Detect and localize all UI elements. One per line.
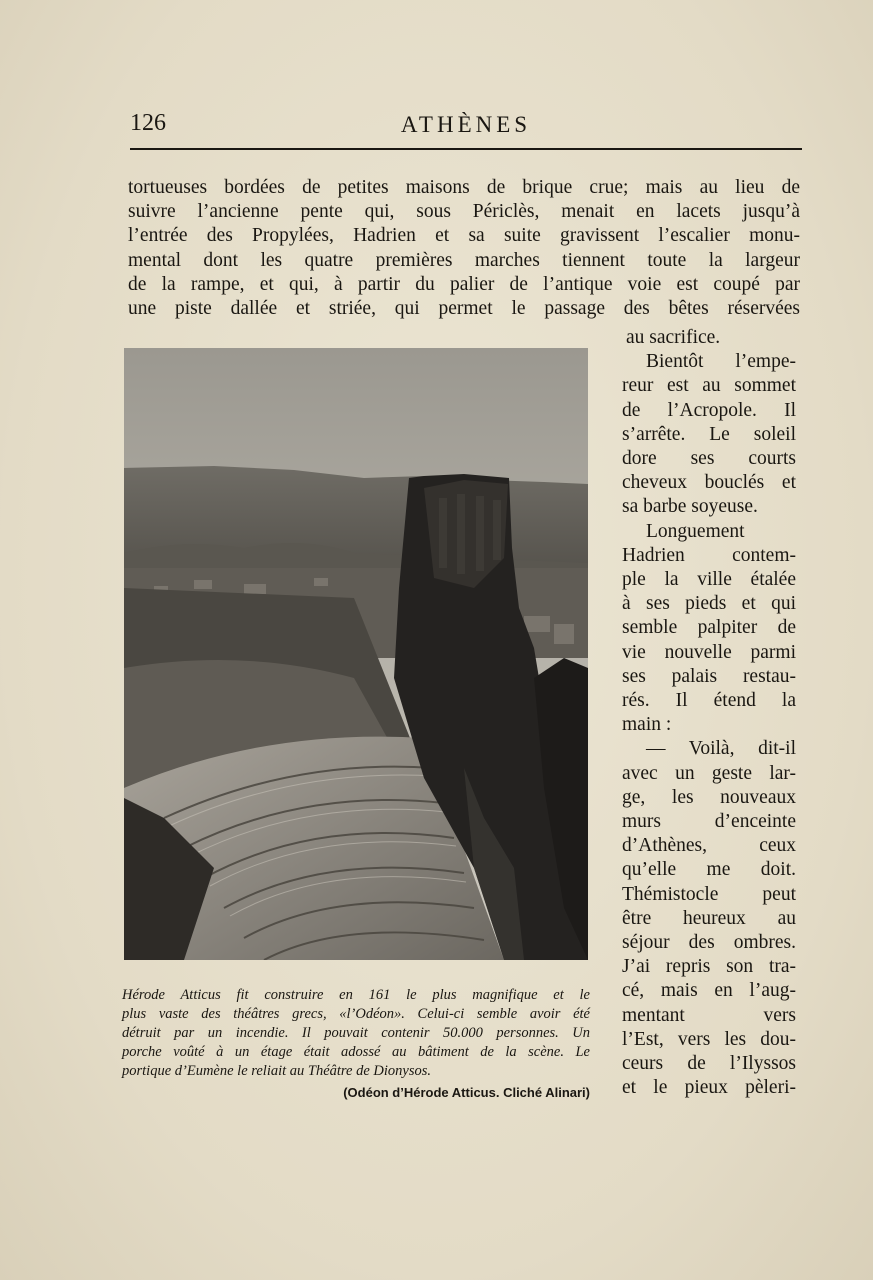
body-line: Bientôt l’empe- (646, 351, 796, 373)
caption-line: portique d’Eumène le reliait au Théâtre de Dionysos. (122, 1063, 432, 1079)
body-line: suivre l’ancienne pente qui, sous Périclès, menait en lacets jusqu’à (128, 201, 800, 223)
page-number: 126 (130, 110, 166, 136)
body-line: sa barbe soyeuse. (622, 496, 758, 518)
caption-line: plus vaste des théâtres grecs, «l’Odéon». Celui-ci semble avoir été (122, 1006, 590, 1022)
caption-line: Hérode Atticus fit construire en 161 le plus magnifique et le (122, 987, 590, 1003)
body-line: une piste dallée et striée, qui permet le passage des bêtes réservées (128, 298, 800, 319)
body-line: mentant vers (622, 1004, 796, 1026)
body-line: J’ai repris son tra- (622, 956, 796, 978)
caption-line: détruit par un incendie. Il pouvait contenir 50.000 personnes. Un (122, 1025, 590, 1041)
body-line: semble palpiter de (622, 617, 796, 639)
body-line: être heureux au (622, 907, 796, 929)
body-line: vie nouvelle parmi (622, 641, 796, 663)
body-line: au sacrifice. (626, 327, 721, 348)
caption-line: porche voûté à un étage était adossé au bâtiment de la scène. Le (122, 1044, 590, 1060)
body-line: dore ses courts (622, 448, 796, 469)
body-line: mental dont les quatre premières marches tiennent toute la largeur (128, 249, 800, 271)
body-line: qu’elle me doit. (622, 859, 796, 881)
body-line: à ses pieds et qui (622, 593, 796, 615)
odeon-photograph (124, 348, 588, 960)
odeon-photo-image (124, 348, 588, 960)
figure-caption (122, 986, 590, 1081)
page-header (130, 108, 802, 148)
body-line: Thémistocle peut (622, 883, 796, 905)
body-line: Hadrien contem- (622, 544, 796, 566)
body-line: main : (622, 714, 672, 736)
body-line: séjour des ombres. (622, 932, 796, 953)
body-line: murs d’enceinte (622, 811, 796, 832)
body-line: l’entrée des Propylées, Hadrien et sa suite gravissent l’escalier monu- (128, 225, 800, 247)
body-line: de l’Acropole. Il (622, 399, 796, 421)
body-line: et le pieux pèleri- (622, 1077, 796, 1099)
body-line: ge, les nouveaux (622, 786, 796, 808)
body-line: cé, mais en l’aug- (622, 980, 796, 1002)
body-line: s’arrête. Le soleil (622, 423, 796, 445)
body-line: ceurs de l’Ilyssos (622, 1053, 796, 1074)
body-line: de la rampe, et qui, à partir du palier de l’antique voie est coupé par (128, 273, 800, 295)
body-line: tortueuses bordées de petites maisons de brique crue; mais au lieu de (128, 177, 800, 198)
body-line: reur est au sommet (622, 375, 796, 397)
body-line: d’Athènes, ceux (622, 835, 796, 857)
body-line: avec un geste lar- (622, 762, 796, 784)
photo-credit: (Odéon d’Hérode Atticus. Cliché Alinari) (343, 1085, 590, 1100)
header-rule (130, 148, 802, 150)
body-line: Longuement (646, 520, 745, 542)
body-line: ple la ville étalée (622, 569, 796, 590)
body-line: cheveux bouclés et (622, 472, 796, 494)
body-line: rés. Il étend la (622, 690, 796, 711)
body-line: — Voilà, dit-il (646, 738, 796, 760)
body-line: l’Est, vers les dou- (622, 1028, 796, 1050)
body-line: ses palais restau- (622, 665, 796, 687)
running-title: ATHÈNES (400, 112, 532, 137)
